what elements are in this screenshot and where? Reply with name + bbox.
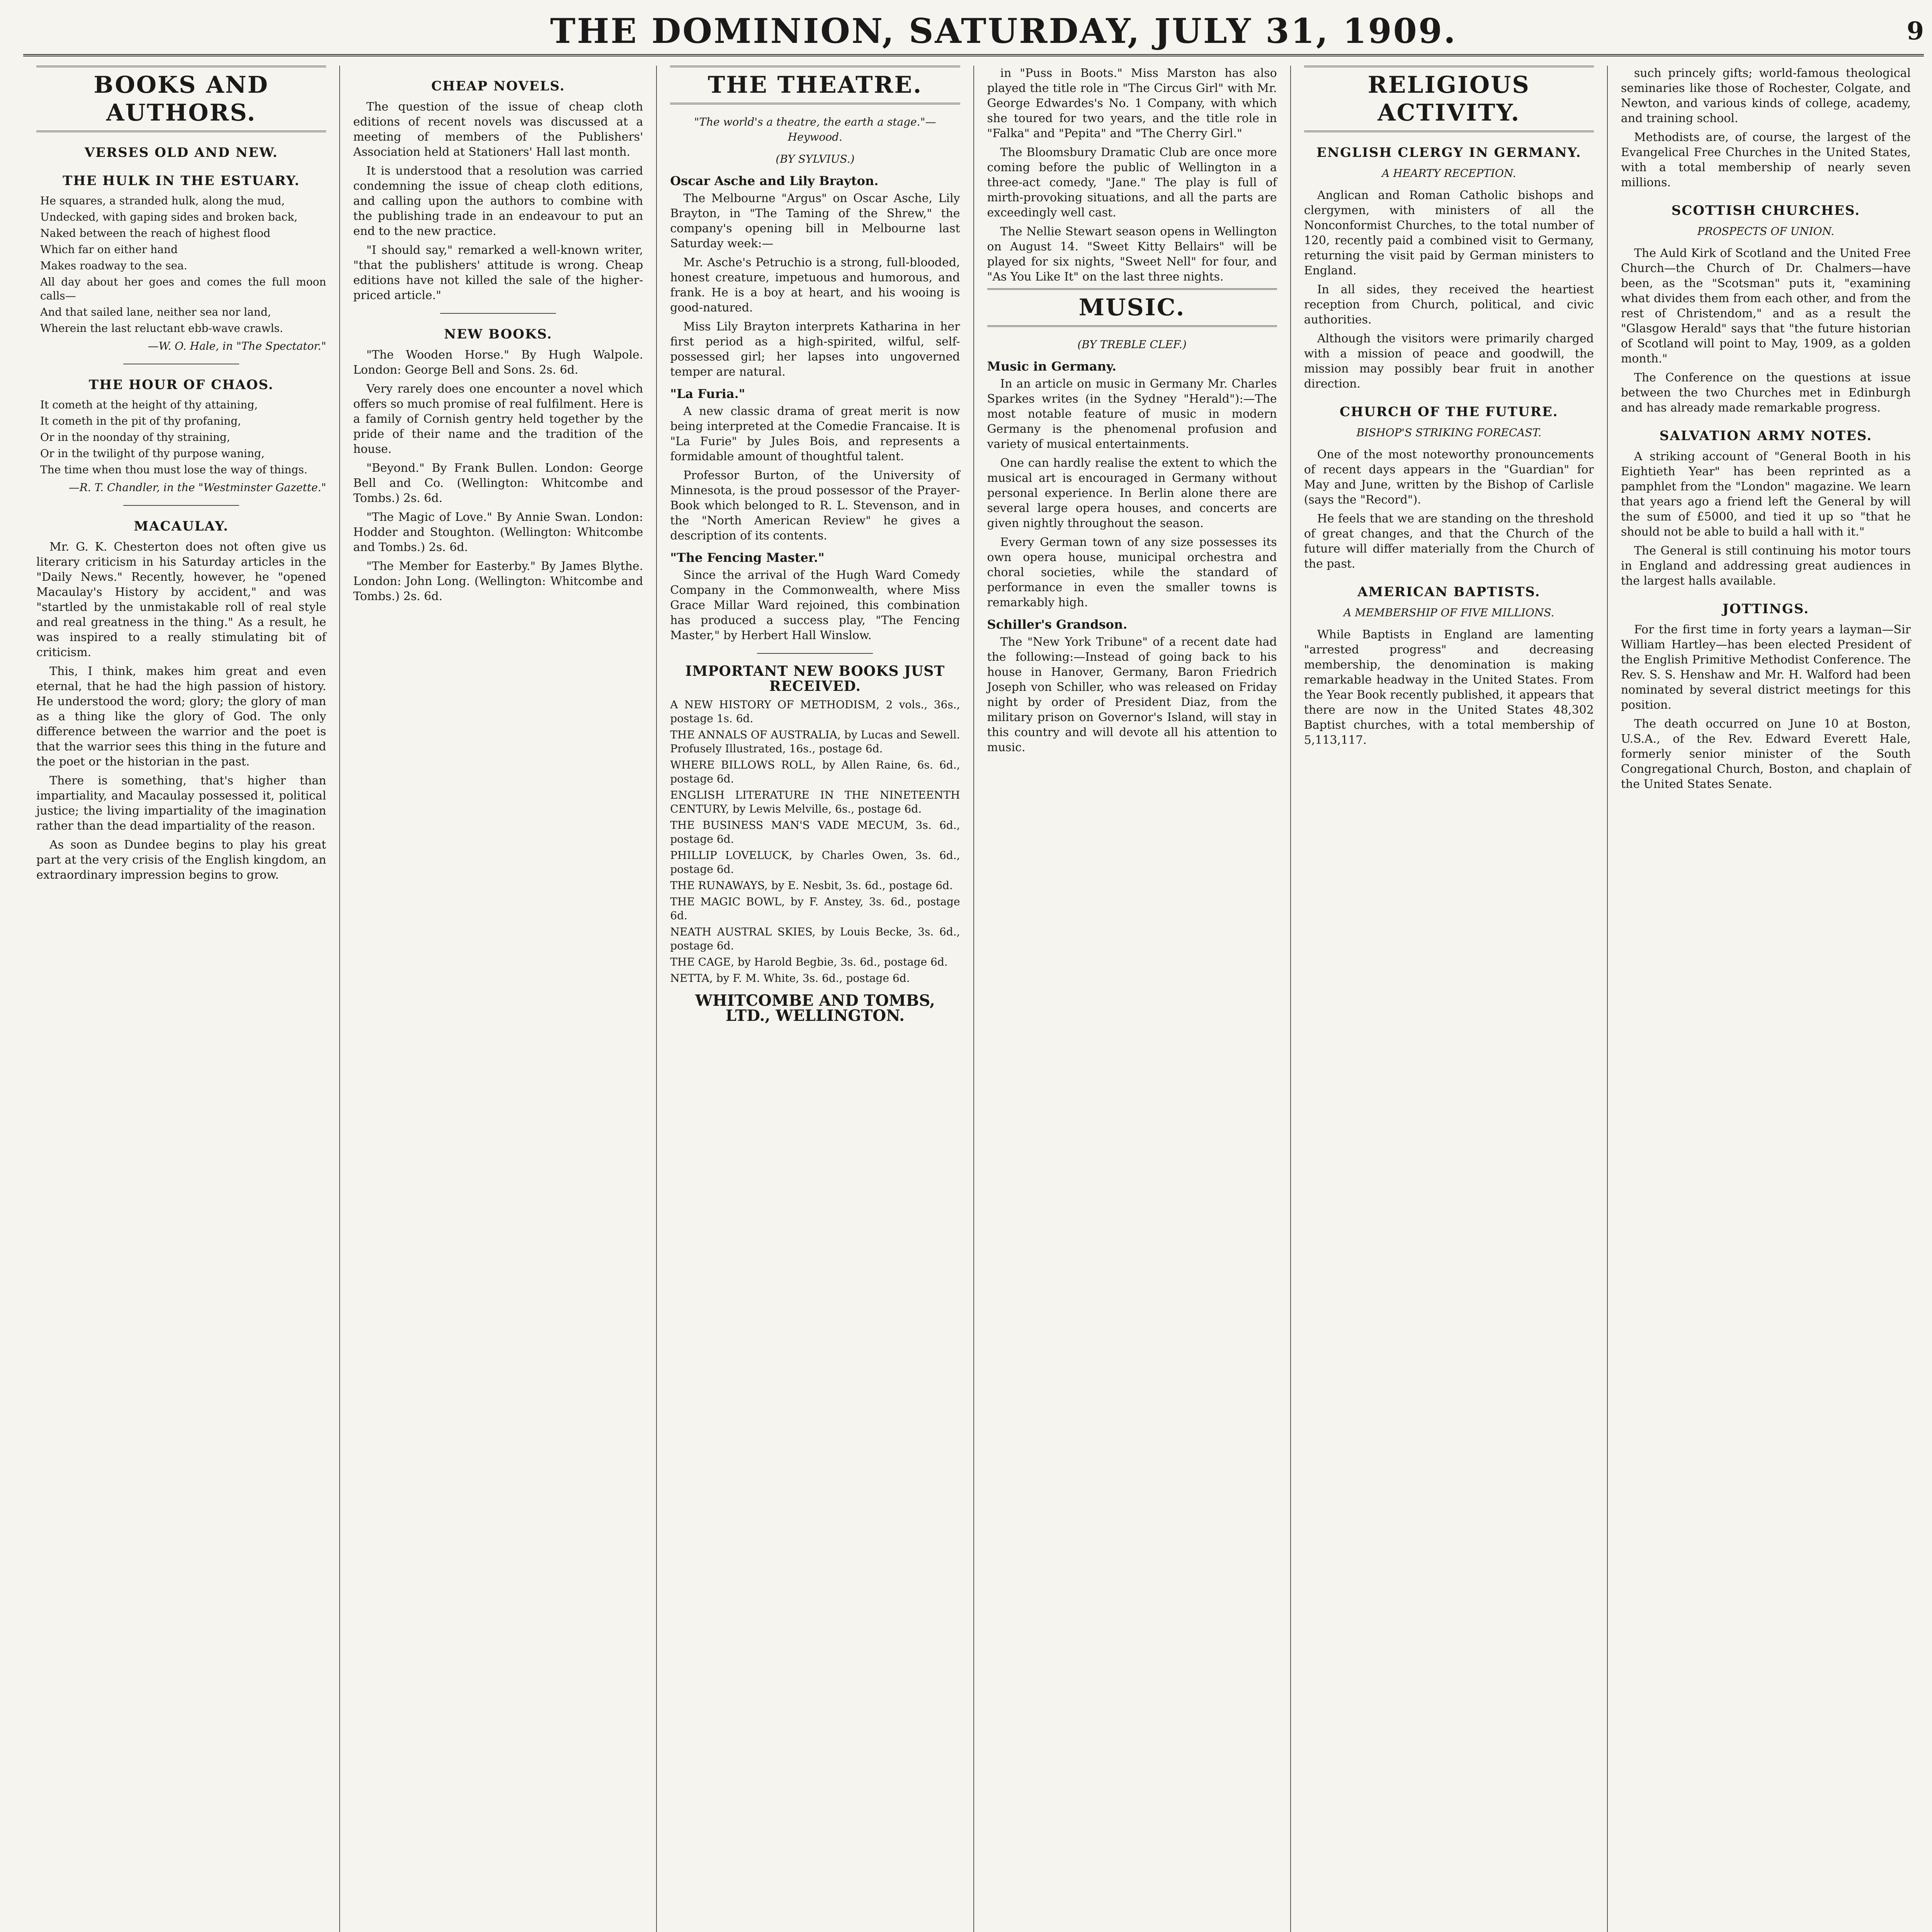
article-paragraph: The question of the issue of cheap cloth editions of recent novels was discussed at a meeting of members of the Publishers' Association held at Stationers' Hall last month. bbox=[353, 100, 643, 159]
article-paragraph: The death occurred on June 10 at Boston, U.S.A., of the Rev. Edward Everett Hale, formerly senior minister of the South Congregational Church, Boston, and chaplain of the United States Senate. bbox=[1621, 717, 1911, 791]
article-paragraph: It is understood that a resolution was carried condemning the issue of cheap cloth editions, and calling upon the authors to combine with the publishing trade in an endeavour to put an end to the new practice. bbox=[353, 164, 643, 238]
article-paragraph: In an article on music in Germany Mr. Charles Sparkes writes (in the Sydney "Herald"):—The most notable feature of music in modern Germany is the phenomenal profusion and variety of musical entertainments. bbox=[987, 377, 1277, 451]
poem-line: Which far on either hand bbox=[40, 243, 178, 256]
book-ad: PHILLIP LOVELUCK, by Charles Owen, 3s. 6d., postage 6d. bbox=[670, 849, 960, 876]
poem-line: It cometh in the pit of thy profaning, bbox=[40, 415, 241, 427]
article-paragraph: He feels that we are standing on the threshold of great changes, and that the Church of the future will differ materially from the Church of the past. bbox=[1304, 512, 1594, 571]
masthead bbox=[23, 8, 1924, 56]
book-ad: WHERE BILLOWS ROLL, by Allen Raine, 6s. 6d., postage 6d. bbox=[670, 759, 960, 785]
poem2-title: THE HOUR OF CHAOS. bbox=[88, 377, 274, 393]
book-ad: THE RUNAWAYS, by E. Nesbit, 3s. 6d., postage 6d. bbox=[670, 879, 953, 892]
column-music bbox=[973, 66, 1290, 1932]
poem-line: Or in the twilight of thy purpose waning, bbox=[40, 447, 265, 460]
article-paragraph: One of the most noteworthy pronouncements of recent days appears in the "Guardian" for May and June, written by the Bishop of Carlisle (says the "Record"). bbox=[1304, 448, 1594, 507]
article-paragraph: Miss Lily Brayton interprets Katharina in her first period as a high-spirited, wilful, self-possessed girl; her lapses into ungoverned temper are natural. bbox=[670, 320, 960, 379]
music-subhead: Music in Germany. bbox=[987, 359, 1117, 374]
religious-subhead: A HEARTY RECEPTION. bbox=[1382, 167, 1516, 180]
divider bbox=[123, 505, 239, 506]
article-paragraph: Although the visitors were primarily charged with a mission of peace and goodwill, the mission may possibly bear fruit in another direction. bbox=[1304, 332, 1594, 391]
article-paragraph: Methodists are, of course, the largest of the Evangelical Free Churches in the United States, with a total membership of nearly seven millions. bbox=[1621, 131, 1911, 189]
article-paragraph: For the first time in forty years a layman—Sir William Hartley—has been elected President of the English Primitive Methodist Conference. The Rev. S. S. Henshaw and Mr. H. Walford had been nominated by several district meetings for this position. bbox=[1621, 623, 1911, 712]
book-ad: THE ANNALS OF AUSTRALIA, by Lucas and Sewell. Profusely Illustrated, 16s., postage 6d. bbox=[670, 728, 960, 755]
article-paragraph: A new classic drama of great merit is now being interpreted at the Comedie Francaise. It is "La Furie" by Jules Bois, and represents a formidable amount of thoughtful talent. bbox=[670, 405, 960, 463]
new-books-head: NEW BOOKS. bbox=[444, 327, 553, 342]
salvation-army-head: SALVATION ARMY NOTES. bbox=[1659, 428, 1872, 444]
article-paragraph: This, I think, makes him great and even eternal, that he had the high passion of history. He understood the word; glory; the glory of man as a thing like the glory of God. The only difference between the warrior and the poet is that the warrior sees this thing in the future and the poet or the historian in the past. bbox=[36, 665, 327, 769]
theatre-subhead: "The Fencing Master." bbox=[670, 550, 825, 565]
article-paragraph: Anglican and Roman Catholic bishops and clergymen, with ministers of all the Nonconformist Churches, to the total number of 120, recently paid a combined visit to Germany, returning the visit paid by German ministers to England. bbox=[1304, 189, 1594, 277]
column-churches bbox=[1607, 66, 1924, 1932]
article-paragraph: The Bloomsbury Dramatic Club are once more coming before the public of Wellington in a three-act comedy, "Jane." The play is full of mirth-provoking situations, and all the parts are exceedingly well cast. bbox=[987, 146, 1277, 219]
poem-line: Undecked, with gaping sides and broken back, bbox=[40, 211, 298, 223]
columns bbox=[23, 66, 1924, 1932]
article-paragraph: The "New York Tribune" of a recent date had the following:—Instead of going back to his house in Hanover, Germany, Baron Friedrich Joseph von Schiller, who was released on Friday night by order of President Diaz, from the military prison on Governor's Island, will stay in this country and will devote all his attention to music. bbox=[987, 635, 1277, 754]
article-paragraph: While Baptists in England are lamenting "arrested progress" and decreasing membership, the denomination is making remarkable headway in the United States. From the Year Book recently published, it appears that there are now in the United States 48,302 Baptist churches, with a total membership of 5,113,117. bbox=[1304, 628, 1594, 747]
poem-line: Naked between the reach of highest flood bbox=[40, 227, 270, 240]
poem-line: Or in the noonday of thy straining, bbox=[40, 431, 230, 444]
book-review: Very rarely does one encounter a novel which offers so much promise of real fulfilment. Here is a family of Cornish gentry held together by the pride of their name and the tradition of the house. bbox=[353, 382, 643, 456]
book-ad: NETTA, by F. M. White, 3s. 6d., postage 6d. bbox=[670, 972, 910, 985]
article-paragraph: Since the arrival of the Hugh Ward Comedy Company in the Commonwealth, where Miss Grace Millar Ward rejoined, this combination has produced a success play, "The Fencing Master," by Herbert Hall Winslow. bbox=[670, 568, 960, 642]
poem-line: Wherein the last reluctant ebb-wave crawls. bbox=[40, 322, 283, 335]
poem-line: It cometh at the height of thy attaining, bbox=[40, 398, 258, 411]
religious-subhead: A MEMBERSHIP OF FIVE MILLIONS. bbox=[1344, 606, 1554, 619]
article-paragraph: such princely gifts; world-famous theological seminaries like those of Rochester, Colgate, and Newton, and various kinds of college, academy, and training school. bbox=[1621, 66, 1911, 125]
article-paragraph: A striking account of "General Booth in his Eightieth Year" has been reprinted as a pamphlet from the "London" magazine. We learn that years ago a friend left the General by will the sum of £5000, and tied it up so "that he should not be able to build a hall with it." bbox=[1621, 450, 1911, 539]
book-review: "Beyond." By Frank Bullen. London: George Bell and Co. (Wellington: Whitcombe and Tombs.) 2s. 6d. bbox=[353, 461, 643, 505]
jottings-head: JOTTINGS. bbox=[1722, 601, 1810, 617]
theatre-section-title: THE THEATRE. bbox=[670, 66, 960, 104]
book-review: "The Magic of Love." By Annie Swan. London: Hodder and Stoughton. (Wellington: Whitcombe and Tombs.) 2s. 6d. bbox=[353, 510, 643, 554]
column-books bbox=[23, 66, 339, 1932]
article-paragraph: in "Puss in Boots." Miss Marston has also played the title role in "The Circus Girl" with Mr. George Edwardes's No. 1 Company, with which she toured for two years, and the title role in "Falka" and "Pepita" and "The Cherry Girl." bbox=[987, 66, 1277, 140]
article-paragraph: Mr. G. K. Chesterton does not often give us literary criticism in his Saturday articles in the "Daily News." Recently, however, he "opened Macaulay's History by accident," and was "startled by the unmistakable roll of real style and real greatness in the thing." As a result, he was inspired to a really stimulating bit of criticism. bbox=[36, 540, 327, 659]
poem-line: All day about her goes and comes the full moon calls— bbox=[40, 276, 327, 302]
article-paragraph: Mr. Asche's Petruchio is a strong, full-blooded, honest creature, impetuous and humorous, and frank. He is a boy at heart, and his wooing is good-natured. bbox=[670, 256, 960, 315]
publisher-name: WHITCOMBE AND TOMBS, LTD., WELLINGTON. bbox=[695, 992, 935, 1025]
scottish-churches-head: SCOTTISH CHURCHES. bbox=[1671, 203, 1861, 218]
poem1-signature: —W. O. Hale, in "The Spectator." bbox=[148, 340, 327, 352]
poem1-title: THE HULK IN THE ESTUARY. bbox=[63, 173, 300, 189]
article-paragraph: The Conference on the questions at issue between the two Churches met in Edinburgh and has already made remarkable progress. bbox=[1621, 371, 1911, 415]
religious-head: AMERICAN BAPTISTS. bbox=[1357, 584, 1541, 600]
book-ad: NEATH AUSTRAL SKIES, by Louis Becke, 3s. 6d., postage 6d. bbox=[670, 925, 960, 952]
verses-head: VERSES OLD AND NEW. bbox=[84, 145, 278, 160]
article-paragraph: In all sides, they received the heartiest reception from Church, political, and civic authorities. bbox=[1304, 283, 1594, 327]
religious-subhead: BISHOP'S STRIKING FORECAST. bbox=[1356, 426, 1542, 439]
column-books-continued bbox=[339, 66, 656, 1932]
books-section-title: BOOKS AND AUTHORS. bbox=[36, 66, 326, 132]
cheap-novels-head: CHEAP NOVELS. bbox=[431, 78, 565, 94]
article-paragraph: "I should say," remarked a well-known writer, "that the publishers' attitude is wrong. Cheap editions have not killed the sale of the higher-priced article." bbox=[353, 243, 643, 302]
divider bbox=[440, 313, 556, 314]
poem-line: The time when thou must lose the way of things. bbox=[40, 463, 308, 476]
article-paragraph: The Melbourne "Argus" on Oscar Asche, Lily Brayton, in "The Taming of the Shrew," the company's opening bill in Melbourne last Saturday week:— bbox=[670, 192, 960, 250]
religious-head: ENGLISH CLERGY IN GERMANY. bbox=[1316, 145, 1582, 160]
column-theatre bbox=[656, 66, 973, 1932]
religious-head: CHURCH OF THE FUTURE. bbox=[1339, 404, 1558, 420]
masthead-title: THE DOMINION, SATURDAY, JULY 31, 1909. bbox=[550, 11, 1457, 51]
theatre-byline: (BY SYLVIUS.) bbox=[776, 153, 855, 165]
divider bbox=[757, 653, 873, 654]
theatre-epigraph: "The world's a theatre, the earth a stage."—Heywood. bbox=[694, 116, 936, 143]
article-paragraph: Every German town of any size possesses its own opera house, municipal orchestra and choral societies, while the standard of performance in even the smaller towns is remarkably high. bbox=[987, 536, 1277, 609]
book-ad: THE BUSINESS MAN'S VADE MECUM, 3s. 6d., postage 6d. bbox=[670, 819, 960, 845]
music-byline: (BY TREBLE CLEF.) bbox=[1077, 338, 1187, 351]
page-number: 9 bbox=[1906, 16, 1924, 46]
scottish-churches-subhead: PROSPECTS OF UNION. bbox=[1697, 225, 1835, 238]
religious-section-title: RELIGIOUS ACTIVITY. bbox=[1304, 66, 1594, 132]
theatre-subhead: "La Furia." bbox=[670, 386, 745, 401]
book-ad: THE CAGE, by Harold Begbie, 3s. 6d., postage 6d. bbox=[670, 956, 948, 968]
poem-line: Makes roadway to the sea. bbox=[40, 259, 187, 272]
poem-line: He squares, a stranded hulk, along the mud, bbox=[40, 194, 285, 207]
theatre-subhead: Oscar Asche and Lily Brayton. bbox=[670, 173, 879, 188]
book-ads-head: IMPORTANT NEW BOOKS JUST RECEIVED. bbox=[685, 663, 945, 694]
column-religious bbox=[1290, 66, 1607, 1932]
poem2-signature: —R. T. Chandler, in the "Westminster Gazette." bbox=[68, 481, 327, 494]
article-paragraph: There is something, that's higher than impartiality, and Macaulay possessed it, political justice; the living impartiality of the imagination rather than the dead impartiality of the reason. bbox=[36, 774, 327, 833]
book-review: "The Wooden Horse." By Hugh Walpole. London: George Bell and Sons. 2s. 6d. bbox=[353, 348, 643, 377]
article-paragraph: The Auld Kirk of Scotland and the United Free Church—the Church of Dr. Chalmers—have been, as the "Scotsman" puts it, "examining what divides them from each other, and from the rest of Christendom," and as a result the "Glasgow Herald" says that "the future historian of Scotland will point to May, 1909, as a golden month." bbox=[1621, 247, 1911, 366]
article-paragraph: Professor Burton, of the University of Minnesota, is the proud possessor of the Prayer-Book which belonged to R. L. Stevenson, and in the "North American Review" he gives a description of its contents. bbox=[670, 469, 960, 543]
book-ad: ENGLISH LITERATURE IN THE NINETEENTH CENTURY, by Lewis Melville, 6s., postage 6d. bbox=[670, 789, 960, 815]
article-paragraph: As soon as Dundee begins to play his great part at the very crisis of the English kingdom, an extraordinary impression begins to grow. bbox=[36, 838, 327, 882]
macaulay-head: MACAULAY. bbox=[134, 519, 229, 534]
article-paragraph: The General is still continuing his motor tours in England and addressing great audiences in the largest halls available. bbox=[1621, 544, 1911, 588]
poem-line: And that sailed lane, neither sea nor land, bbox=[40, 306, 271, 318]
music-subhead: Schiller's Grandson. bbox=[987, 617, 1128, 632]
book-ad: THE MAGIC BOWL, by F. Anstey, 3s. 6d., postage 6d. bbox=[670, 895, 960, 922]
music-section-title: MUSIC. bbox=[987, 288, 1277, 327]
book-ad: A NEW HISTORY OF METHODISM, 2 vols., 36s., postage 1s. 6d. bbox=[670, 698, 960, 725]
article-paragraph: The Nellie Stewart season opens in Wellington on August 14. "Sweet Kitty Bellairs" will be played for six nights, "Sweet Nell" for four, and "As You Like It" on the last three nights. bbox=[987, 225, 1277, 284]
article-paragraph: One can hardly realise the extent to which the musical art is encouraged in Germany without personal experience. In Berlin alone there are several large opera houses, and concerts are given nightly throughout the season. bbox=[987, 456, 1277, 530]
book-review: "The Member for Easterby." By James Blythe. London: John Long. (Wellington: Whitcombe and Tombs.) 2s. 6d. bbox=[353, 560, 643, 603]
